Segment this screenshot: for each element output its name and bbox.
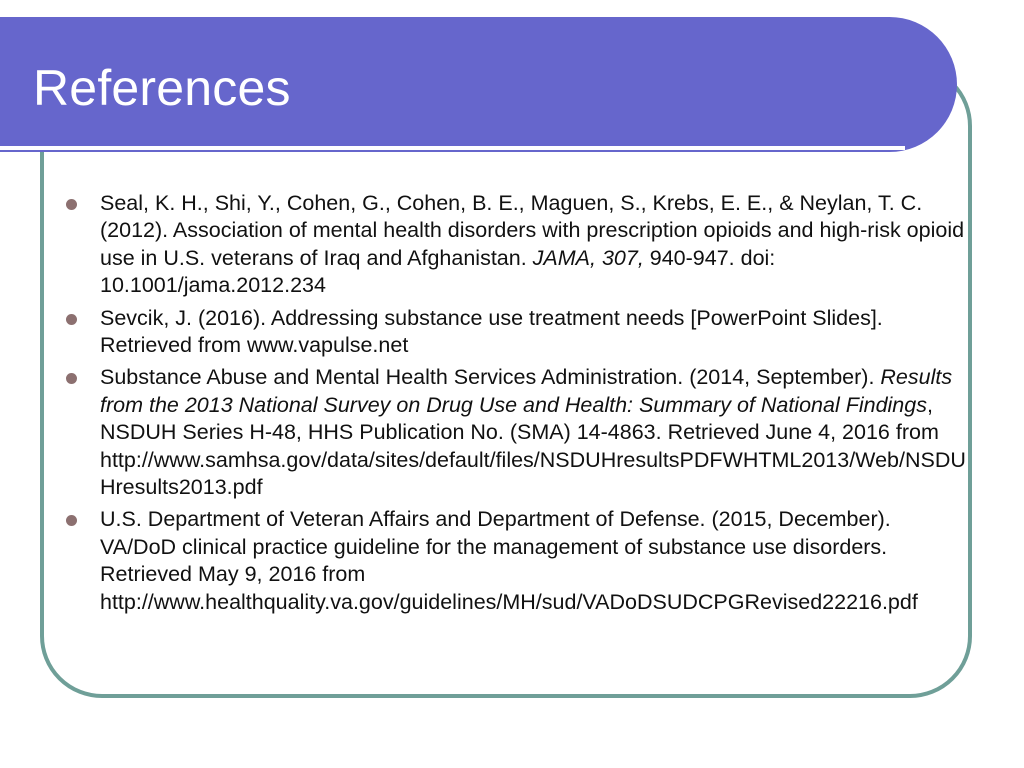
reference-item [66, 190, 966, 300]
reference-tail-text: 940-947. doi: 10.1001/jama.2012.234 [100, 245, 776, 298]
bullet-icon [66, 515, 77, 526]
reference-list [66, 190, 966, 621]
reference-text: Sevcik, J. (2016). Addressing substance use treatment needs [PowerPoint Slides]. Retrieved from www.vapulse.net [100, 305, 883, 358]
slide-title: References [33, 60, 291, 116]
title-underline [0, 146, 905, 150]
bullet-icon [66, 199, 77, 210]
reference-italic-text: JAMA, 307, [526, 245, 644, 270]
reference-text: Seal, K. H., Shi, Y., Cohen, G., Cohen, B. E., Maguen, S., Krebs, E. E., & Neylan, T. C. (2012). Association of mental health disorders with prescription opioids and high-risk opioid use in U.S. veterans of Iraq and Afghanistan. [100, 191, 965, 270]
reference-text: Substance Abuse and Mental Health Services Administration. (2014, September). [100, 365, 881, 390]
bullet-icon [66, 373, 77, 384]
reference-item [66, 364, 966, 501]
reference-item [66, 506, 966, 616]
reference-tail-text: , NSDUH Series H-48, HHS Publication No. (SMA) 14-4863. Retrieved June 4, 2016 from http://www.samhsa.gov/data/sites/default/files/NSDUHresultsPDFWHTML2013/Web/NSDUHresults2013.pdf [100, 392, 966, 500]
bullet-icon [66, 314, 77, 325]
reference-italic-text: Results from the 2013 National Survey on Drug Use and Health: Summary of National Findings [100, 365, 953, 417]
reference-item [66, 305, 966, 360]
reference-text: U.S. Department of Veteran Affairs and Department of Defense. (2015, December). VA/DoD clinical practice guideline for the management of substance use disorders. Retrieved May 9, 2016 from http://www.healthquality.va.gov/guidelines/MH/sud/VADoDSUDCPGRevised22216.pdf [100, 507, 918, 614]
title-bar [0, 17, 957, 152]
